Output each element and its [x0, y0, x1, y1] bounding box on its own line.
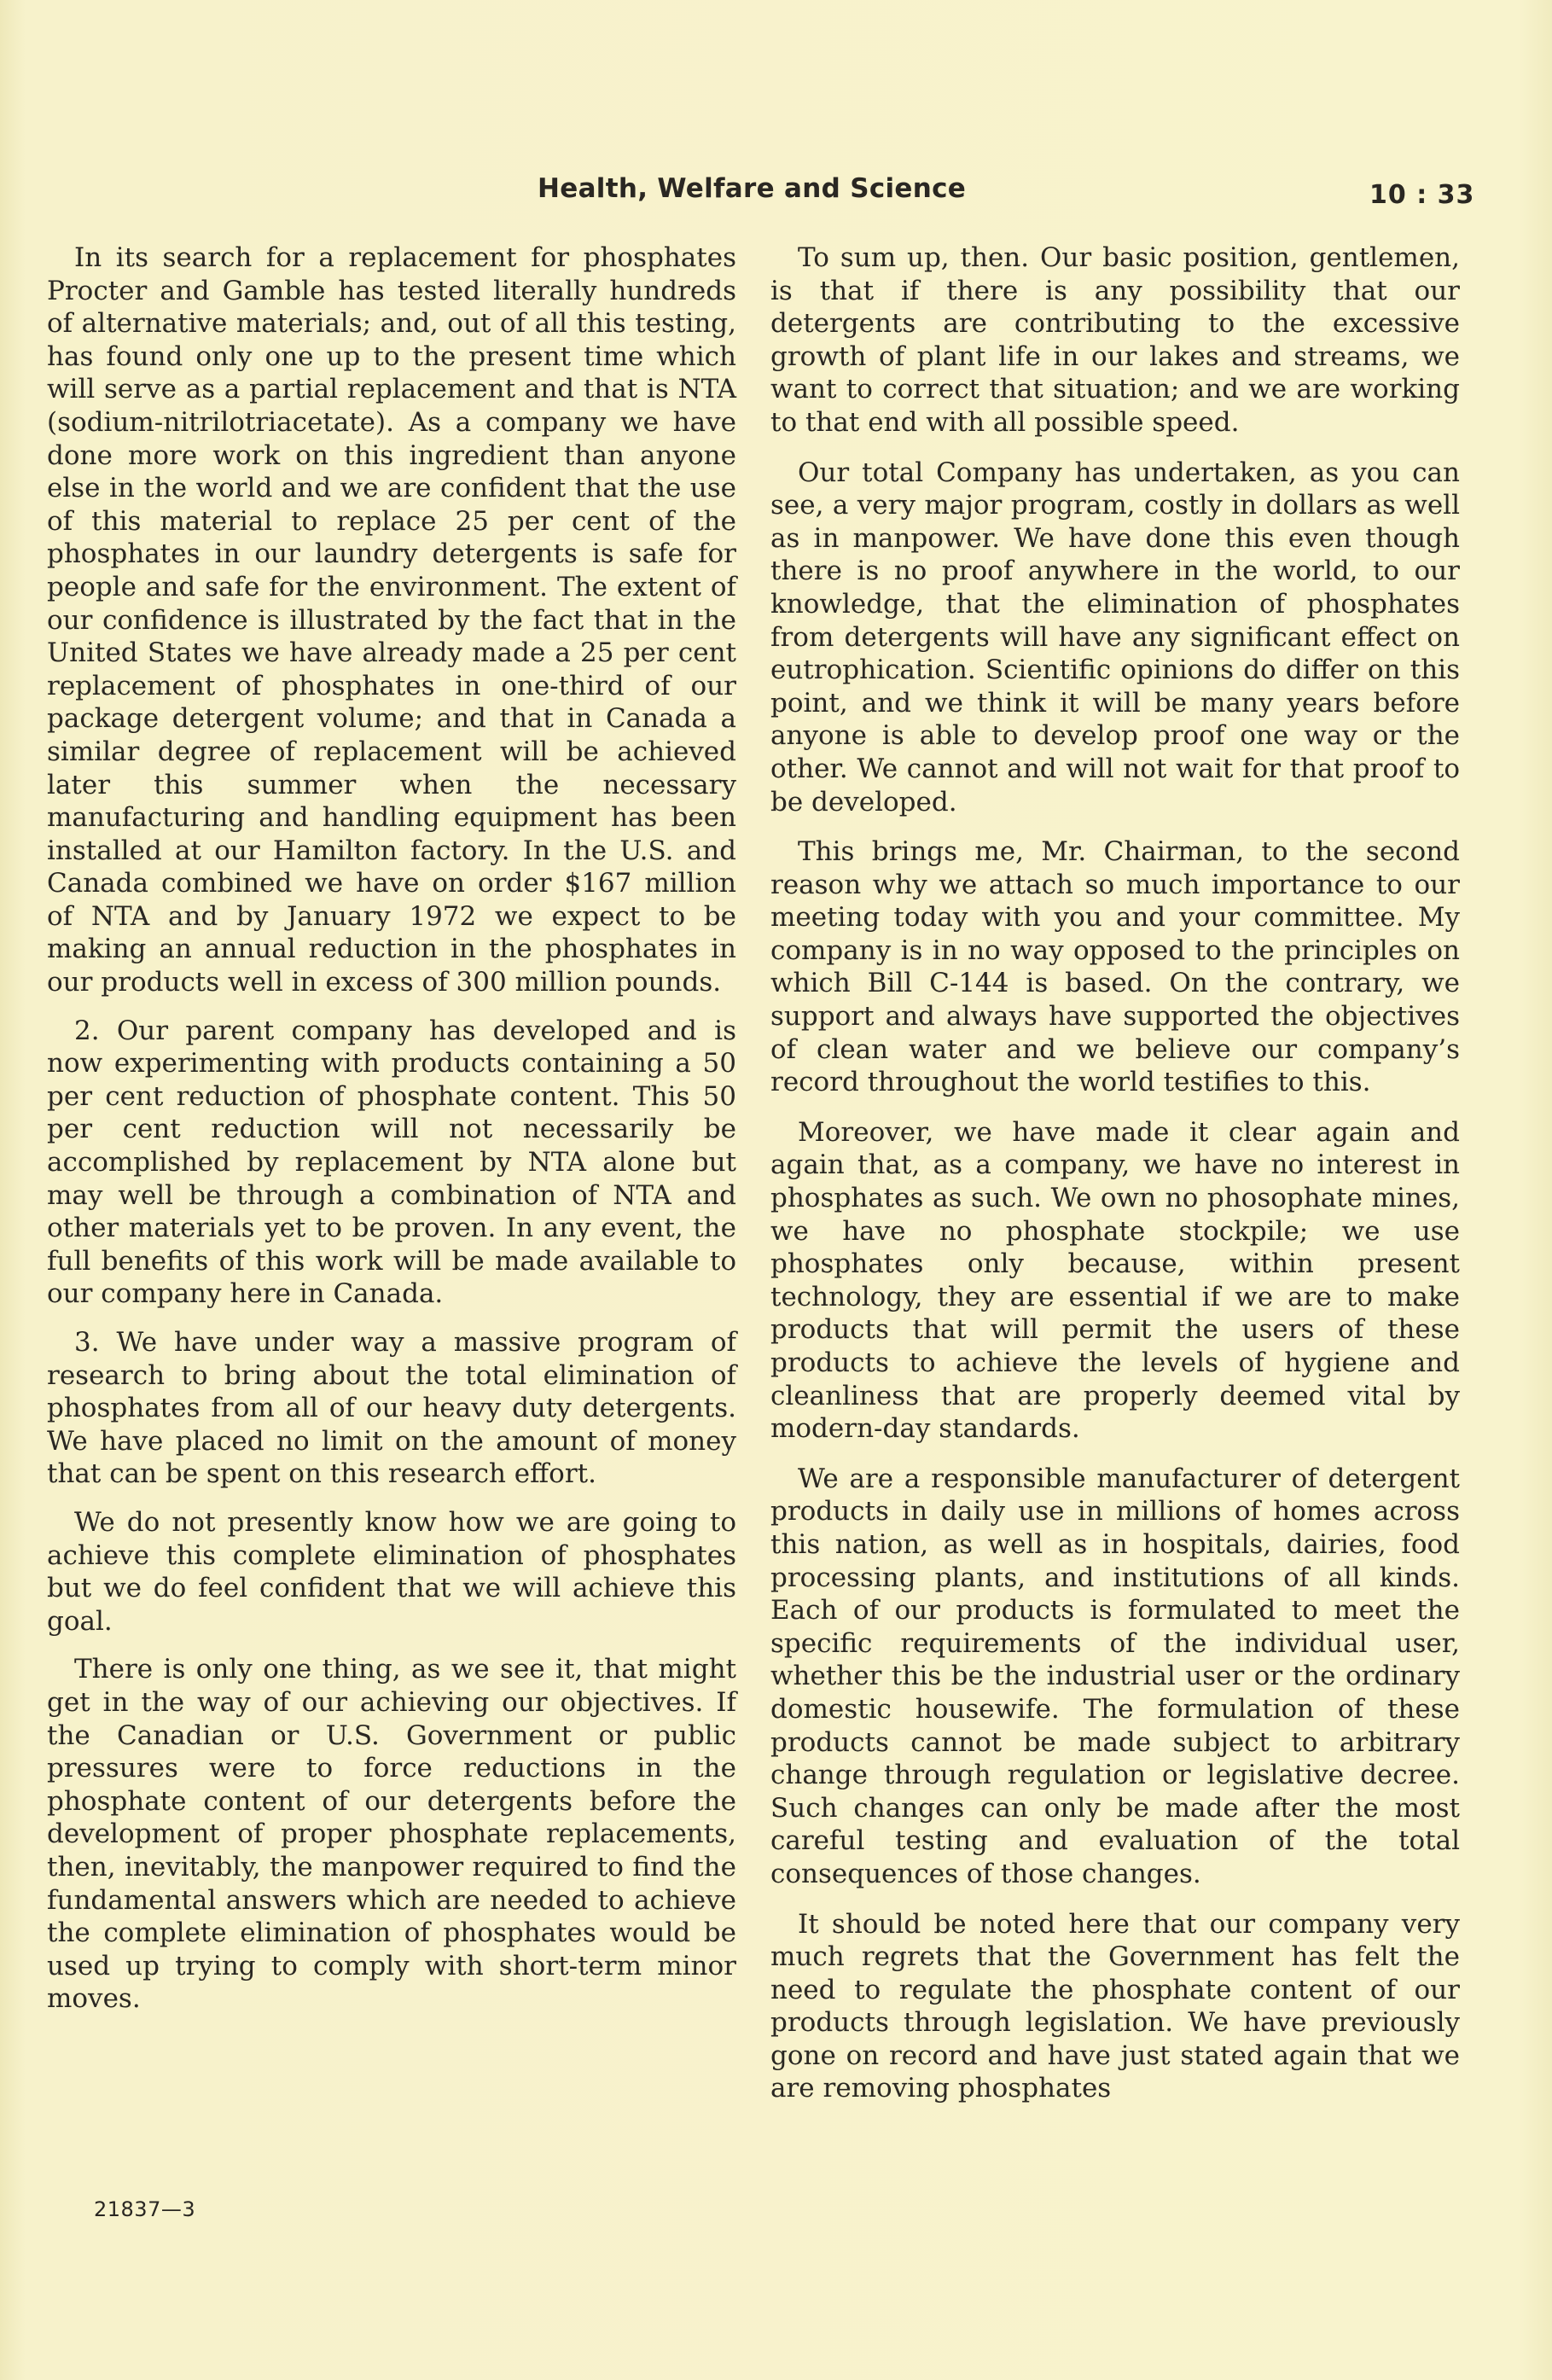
paragraph: There is only one thing, as we see it, that might get in the way of our achieving our objectives. If the Canadian or U.S. Government or public pressures were to force reductions in the phosphate content of our detergents before the development of proper phosphate replacements, then, inevitably, the manpower required to find the fundamental answers which are needed to achieve the complete elimination of phosphates would be used up trying to comply with short-term minor moves. [47, 1654, 736, 2015]
running-head: Health, Welfare and Science [538, 173, 967, 204]
paragraph: 3. We have under way a massive program of research to bring about the total elimination of phosphates from all of our heavy duty detergents. We have placed no limit on the amount of money that can be spent on this research effort. [47, 1327, 736, 1490]
paragraph: We do not presently know how we are going to achieve this complete elimination of phosphates but we do feel confident that we will achieve this goal. [47, 1506, 736, 1637]
paragraph: It should be noted here that our company very much regrets that the Government has felt the need to regulate the phosphate content of our products through legislation. We have previously gone on record and have just stated again that we are removing phosphates [770, 1908, 1460, 2104]
paragraph: Our total Company has undertaken, as you can see, a very major program, costly in dollars as well as in manpower. We have done this even though there is no proof anywhere in the world, to our knowledge, that the elimination of phosphates from detergents will have any significant effect on eutrophication. Scientific opinions do differ on this point, and we think it will be many years before anyone is able to develop proof one way or the other. We cannot and will not wait for that proof to be developed. [770, 457, 1460, 818]
right-column [770, 241, 1460, 2122]
left-column [47, 241, 736, 2031]
paragraph: We are a responsible manufacturer of detergent products in daily use in millions of homes across this nation, as well as in hospitals, dairies, food processing plants, and institutions of all kinds. Each of our products is formulated to meet the specific requirements of the individual user, whether this be the industrial user or the ordinary domestic housewife. The formulation of these products cannot be made subject to arbitrary change through regulation or legislative decree. Such changes can only be made after the most careful testing and evaluation of the total consequences of those changes. [770, 1463, 1460, 1889]
paragraph: In its search for a replacement for phosphates Procter and Gamble has tested literally hundreds of alternative materials; and, out of all this testing, has found only one up to the present time which will serve as a partial replacement and that is NTA (sodium-nitrilotriacetate). As a company we have done more work on this ingredient than anyone else in the world and we are confident that the use of this material to replace 25 per cent of the phosphates in our laundry detergents is safe for people and safe for the environment. The extent of our confidence is illustrated by the fact that in the United States we have already made a 25 per cent replacement of phosphates in one-third of our package detergent volume; and that in Canada a similar degree of replacement will be achieved later this summer when the necessary manufacturing and handling equipment has been installed at our Hamilton factory. In the U.S. and Canada combined we have on order $167 million of NTA and by January 1972 we expect to be making an annual reduction in the phosphates in our products well in excess of 300 million pounds. [47, 242, 736, 998]
paragraph: This brings me, Mr. Chairman, to the second reason why we attach so much importance to our meeting today with you and your committee. My company is in no way opposed to the principles on which Bill C-144 is based. On the contrary, we support and always have supported the objectives of clean water and we believe our company’s record throughout the world testifies to this. [770, 836, 1460, 1098]
paragraph: To sum up, then. Our basic position, gentlemen, is that if there is any possibility that our detergents are contributing to the excessive growth of plant life in our lakes and streams, we want to correct that situation; and we are working to that end with all possible speed. [770, 242, 1460, 438]
paragraph: Moreover, we have made it clear again and again that, as a company, we have no interest in phosphates as such. We own no phosophate mines, we have no phosphate stockpile; we use phosphates only because, within present technology, they are essential if we are to make products that will permit the users of these products to achieve the levels of hygiene and cleanliness that are properly deemed vital by modern-day standards. [770, 1116, 1460, 1445]
signature-mark: 21837—3 [94, 2197, 196, 2221]
paragraph: 2. Our parent company has developed and is now experimenting with products containing a 50 per cent reduction of phosphate content. This 50 per cent reduction will not necessarily be accomplished by replacement by NTA alone but may well be through a combination of NTA and other materials yet to be proven. In any event, the full benefits of this work will be made available to our company here in Canada. [47, 1015, 736, 1310]
page-number: 10 : 33 [1369, 180, 1475, 210]
